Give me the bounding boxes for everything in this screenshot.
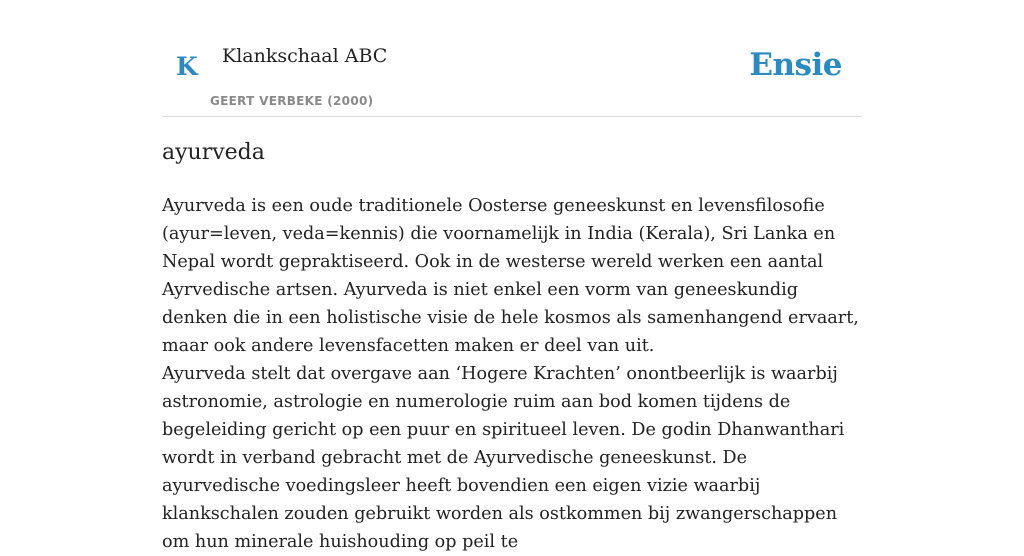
entry-title: ayurveda <box>162 140 265 165</box>
book-header <box>162 0 862 117</box>
book-logo-icon[interactable]: K <box>176 52 198 81</box>
entry-paragraph: Ayurveda is een oude traditionele Oosterse geneeskunst en levensfilosofie (ayur=leven, veda=kennis) die voornamelijk in India (Kerala), Sri Lanka en Nepal wordt gepraktiseerd. Ook in de westerse wereld werken een aantal Ayrvedische artsen. Ayurveda is niet enkel een vorm van geneeskundig denken die in een holistische visie de hele kosmos als samenhangend ervaart, maar ook andere levensfacetten maken er deel van uit. <box>162 196 859 356</box>
entry-page <box>162 0 862 552</box>
book-author: GEERT VERBEKE (2000) <box>210 94 374 108</box>
entry-body <box>162 192 867 556</box>
entry-paragraph: Ayurveda stelt dat overgave aan ‘Hogere Krachten’ onontbeerlijk is waarbij astronomie, astrologie en numerologie ruim aan bod komen tijdens de begeleiding gericht op een puur en spiritueel leven. De godin Dhanwanthari wordt in verband gebracht met de Ayurvedische geneeskunst. De ayurvedische voedingsleer heeft bovendien een eigen vizie waarbij klankschalen zouden gebruikt worden als ostkommen bij zwangerschappen om hun minerale huishouding op peil te <box>162 364 845 552</box>
ensie-logo[interactable]: Ensie <box>749 47 842 83</box>
book-title-link[interactable]: Klankschaal ABC <box>222 45 388 67</box>
